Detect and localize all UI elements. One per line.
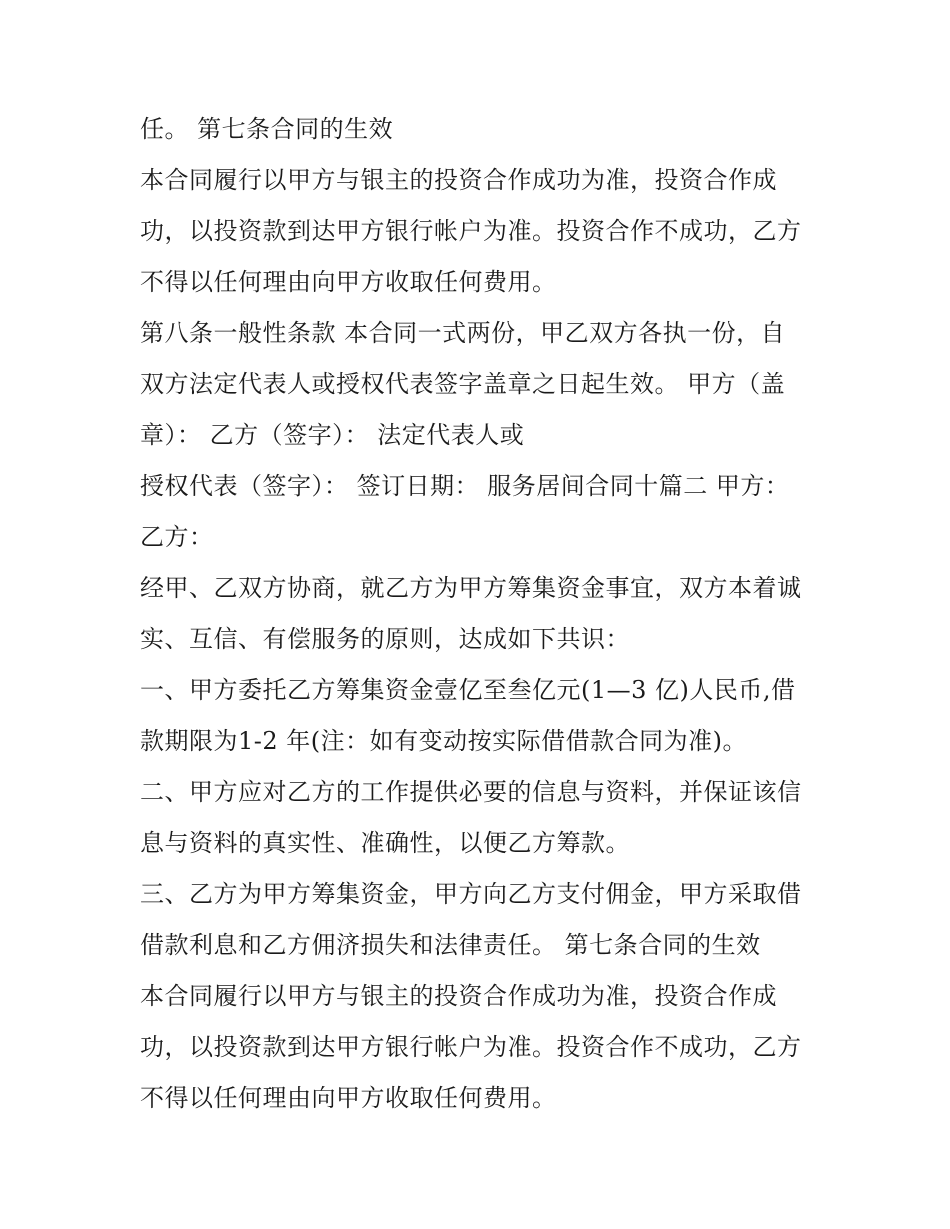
text-line: 功，以投资款到达甲方银行帐户为准。投资合作不成功，乙方 <box>140 1033 802 1061</box>
text-line: 授权代表（签字）： 签订日期： 服务居间合同十篇二 甲方： <box>140 472 790 500</box>
text-line: 不得以任何理由向甲方收取任何费用。 <box>140 1084 557 1112</box>
text-line: 经甲、乙双方协商，就乙方为甲方筹集资金事宜，双方本着诚 <box>140 574 802 602</box>
text-line: 二、甲方应对乙方的工作提供必要的信息与资料，并保证该信 <box>140 778 802 806</box>
text-line: 本合同履行以甲方与银主的投资合作成功为准，投资合作成 <box>140 166 777 194</box>
text-line: 实、互信、有偿服务的原则，达成如下共识： <box>140 625 630 653</box>
text-line: 借款利息和乙方佣济损失和法律责任。 第七条合同的生效 <box>140 931 761 959</box>
text-line: 款期限为1-2 年(注：如有变动按实际借借款合同为准)。 <box>140 727 748 755</box>
text-line: 三、乙方为甲方筹集资金，甲方向乙方支付佣金，甲方采取借 <box>140 880 802 908</box>
contract-text-body <box>140 104 830 1124</box>
text-line: 双方法定代表人或授权代表签字盖章之日起生效。 甲方（盖 <box>140 370 786 398</box>
text-line: 章）： 乙方（签字）： 法定代表人或 <box>140 421 525 449</box>
text-line: 不得以任何理由向甲方收取任何费用。 <box>140 268 557 296</box>
text-line: 乙方： <box>140 523 214 551</box>
text-line: 第八条一般性条款 本合同一式两份，甲乙双方各执一份，自 <box>140 319 786 347</box>
text-line: 一、甲方委托乙方筹集资金壹亿至叁亿元(1—3 亿)人民币,借 <box>140 676 796 704</box>
text-line: 功，以投资款到达甲方银行帐户为准。投资合作不成功，乙方 <box>140 217 802 245</box>
text-line: 本合同履行以甲方与银主的投资合作成功为准，投资合作成 <box>140 982 777 1010</box>
text-line: 任。 第七条合同的生效 <box>140 115 394 143</box>
text-line: 息与资料的真实性、准确性，以便乙方筹款。 <box>140 829 630 857</box>
